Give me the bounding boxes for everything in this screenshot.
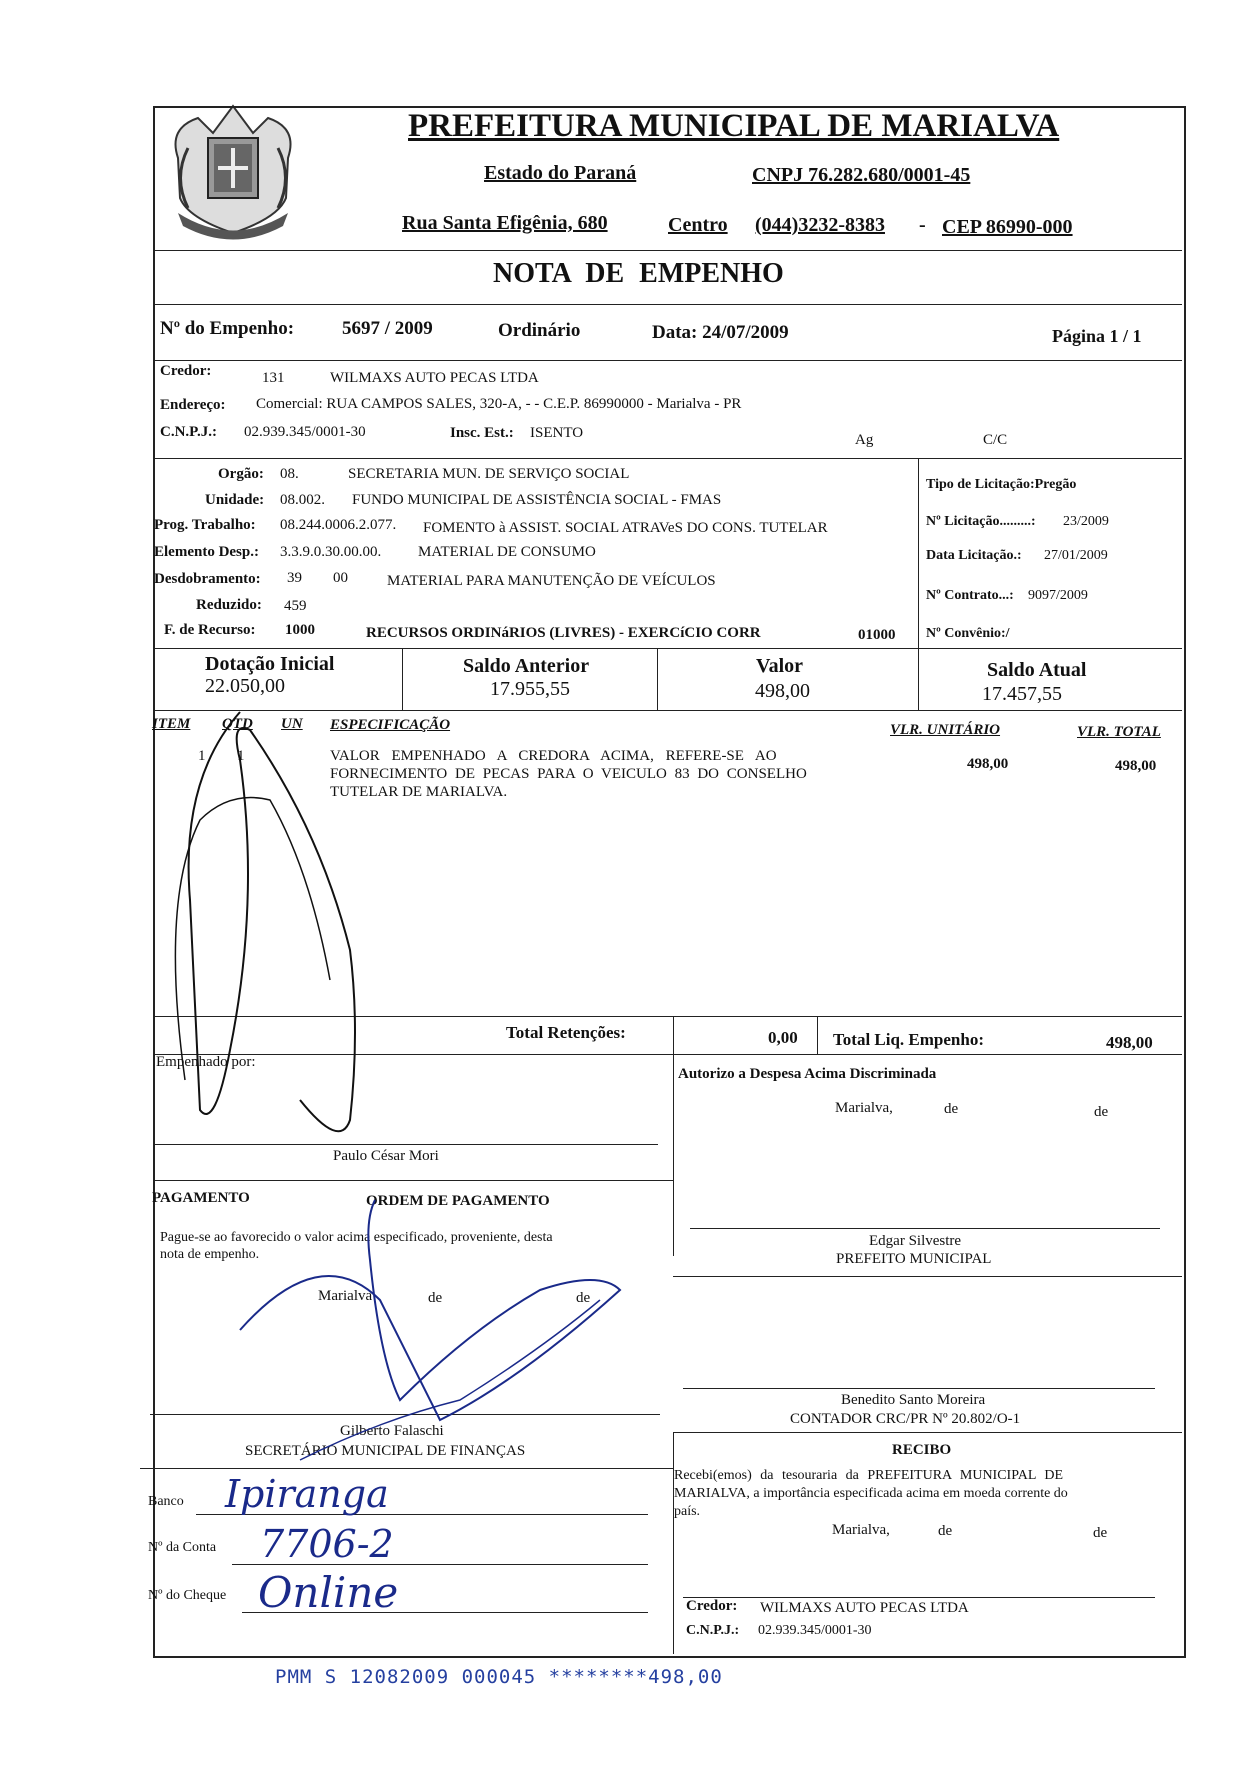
contrato-number: 9097/2009 xyxy=(1028,588,1088,603)
recibo-de2: de xyxy=(1093,1525,1108,1541)
prog-label: Prog. Trabalho: xyxy=(154,517,256,533)
unidade-label: Unidade: xyxy=(205,492,265,508)
validation-stamp: PMM S 12082009 000045 ********498,00 xyxy=(275,1666,723,1688)
cheque-label: Nº do Cheque xyxy=(148,1588,227,1603)
header-street: Rua Santa Efigênia, 680 xyxy=(402,212,608,234)
valor-value: 498,00 xyxy=(755,680,810,702)
credor-code: 131 xyxy=(262,370,285,386)
item-qty: 1 xyxy=(237,748,245,764)
licitacao-number: 23/2009 xyxy=(1063,514,1109,529)
item-spec-line3: TUTELAR DE MARIALVA. xyxy=(330,784,508,800)
recibo-cnpj-label: C.N.P.J.: xyxy=(686,1623,740,1638)
elemento-code: 3.3.9.0.30.00.00. xyxy=(280,544,382,560)
col-especificacao: ESPECIFICAÇÃO xyxy=(330,717,451,733)
saldo-atual-value: 17.457,55 xyxy=(982,683,1062,705)
saldo-anterior-value: 17.955,55 xyxy=(490,678,570,700)
saldo-atual-label: Saldo Atual xyxy=(987,659,1087,681)
credor-insc: ISENTO xyxy=(530,425,584,441)
insc-label: Insc. Est.: xyxy=(450,425,514,441)
licitacao-date: 27/01/2009 xyxy=(1044,548,1108,563)
header-cep: CEP 86990-000 xyxy=(942,216,1073,238)
cnpj-label: C.N.P.J.: xyxy=(160,424,217,440)
recibo-cnpj: 02.939.345/0001-30 xyxy=(758,1623,872,1638)
empenhado-label: Empenhado por: xyxy=(156,1054,256,1070)
retencoes-value: 0,00 xyxy=(768,1028,798,1047)
header-dash: - xyxy=(919,214,926,236)
credor-address: Comercial: RUA CAMPOS SALES, 320-A, - - C.E.P. 86990000 - Marialva - PR xyxy=(256,396,742,412)
pagamento-text-2: nota de empenho. xyxy=(160,1247,260,1262)
elemento-label: Elemento Desp.: xyxy=(154,544,259,560)
col-qtd: QTD xyxy=(222,716,253,732)
recibo-place: Marialva, xyxy=(832,1522,890,1538)
item-spec-line1: VALOR EMPENHADO A CREDORA ACIMA, REFERE-SE AO xyxy=(330,748,777,764)
address-label: Endereço: xyxy=(160,397,226,413)
empenho-label: Nº do Empenho: xyxy=(160,318,295,339)
saldo-anterior-label: Saldo Anterior xyxy=(463,655,590,677)
unidade-code: 08.002. xyxy=(280,492,325,508)
retencoes-label: Total Retenções: xyxy=(506,1023,626,1042)
secretario-name: Gilberto Falaschi xyxy=(340,1423,444,1439)
banco-label: Banco xyxy=(148,1494,184,1509)
licitacao-date-label: Data Licitação.: xyxy=(926,548,1022,563)
contrato-label: Nº Contrato...: xyxy=(926,588,1014,603)
col-vlr-unitario: VLR. UNITÁRIO xyxy=(890,722,1001,738)
recibo-credor-label: Credor: xyxy=(686,1598,738,1614)
pagamento-label: PAGAMENTO xyxy=(152,1190,250,1206)
credor-label: Credor: xyxy=(160,363,212,379)
prog-name: FOMENTO à ASSIST. SOCIAL ATRAVeS DO CONS. TUTELAR xyxy=(423,520,828,536)
item-spec-line2: FORNECIMENTO DE PECAS PARA O VEICULO 83 DO CONSELHO xyxy=(330,766,807,782)
empenho-date: Data: 24/07/2009 xyxy=(652,322,789,343)
liq-label: Total Liq. Empenho: xyxy=(833,1030,984,1049)
recibo-text-1: Recebi(emos) da tesouraria da PREFEITURA MUNICIPAL DE xyxy=(674,1468,1064,1483)
recurso-num: 01000 xyxy=(858,627,896,643)
pagamento-place: Marialva xyxy=(318,1288,373,1304)
dotacao-value: 22.050,00 xyxy=(205,675,285,697)
empenhado-name: Paulo César Mori xyxy=(333,1148,439,1164)
pagamento-text-1: Pague-se ao favorecido o valor acima especificado, proveniente, desta xyxy=(160,1230,553,1245)
credor-name: WILMAXS AUTO PECAS LTDA xyxy=(330,370,539,386)
convenio-label: Nº Convênio:/ xyxy=(926,626,1010,641)
recibo-de1: de xyxy=(938,1523,953,1539)
secretario-role: SECRETÁRIO MUNICIPAL DE FINANÇAS xyxy=(245,1443,526,1459)
orgao-code: 08. xyxy=(280,466,299,482)
contador-role: CONTADOR CRC/PR Nº 20.802/O-1 xyxy=(790,1411,1021,1427)
liq-value: 498,00 xyxy=(1106,1033,1153,1052)
recurso-code: 1000 xyxy=(285,622,315,638)
header-cnpj: CNPJ 76.282.680/0001-45 xyxy=(752,164,971,186)
recurso-name: RECURSOS ORDINáRIOS (LIVRES) - EXERCíCIO CORR xyxy=(366,625,761,641)
prefeito-name: Edgar Silvestre xyxy=(869,1233,962,1249)
item-unit-value: 498,00 xyxy=(967,756,1009,772)
dotacao-label: Dotação Inicial xyxy=(205,653,335,675)
elemento-name: MATERIAL DE CONSUMO xyxy=(418,544,596,560)
valor-label: Valor xyxy=(756,655,804,677)
autorizo-de2: de xyxy=(1094,1104,1109,1120)
col-item: ITEM xyxy=(152,716,191,732)
desdob-label: Desdobramento: xyxy=(154,571,261,587)
pagamento-de2: de xyxy=(576,1290,591,1306)
autorizo-de1: de xyxy=(944,1101,959,1117)
recurso-label: F. de Recurso: xyxy=(164,622,256,638)
recibo-title: RECIBO xyxy=(892,1442,952,1458)
recibo-text-2: MARIALVA, a importância especificada acima em moeda corrente do xyxy=(674,1486,1068,1501)
reduzido-label: Reduzido: xyxy=(196,597,262,613)
desdob-code: 39 xyxy=(287,570,302,586)
state-label: Estado do Paraná xyxy=(484,162,637,184)
contador-name: Benedito Santo Moreira xyxy=(841,1392,986,1408)
conta-handwritten: 7706-2 xyxy=(260,1522,394,1566)
banco-handwritten: Ipiranga xyxy=(225,1472,389,1516)
col-un: UN xyxy=(281,716,303,732)
recibo-credor-name: WILMAXS AUTO PECAS LTDA xyxy=(760,1600,969,1616)
desdob-sub: 00 xyxy=(333,570,348,586)
col-vlr-total: VLR. TOTAL xyxy=(1077,724,1161,740)
page-number: Página 1 / 1 xyxy=(1052,326,1142,346)
empenho-number: 5697 / 2009 xyxy=(342,318,433,339)
document-title: NOTA DE EMPENHO xyxy=(493,258,784,289)
ordem-pagamento-label: ORDEM DE PAGAMENTO xyxy=(366,1193,550,1209)
cc-label: C/C xyxy=(983,432,1008,448)
desdob-name: MATERIAL PARA MANUTENÇÃO DE VEÍCULOS xyxy=(387,573,716,589)
autorizo-place: Marialva, xyxy=(835,1100,893,1116)
pagamento-de1: de xyxy=(428,1290,443,1306)
item-number: 1 xyxy=(198,748,206,764)
recibo-text-3: país. xyxy=(674,1504,701,1519)
autorizo-label: Autorizo a Despesa Acima Discriminada xyxy=(678,1066,937,1082)
prog-code: 08.244.0006.2.077. xyxy=(280,517,397,533)
item-total-value: 498,00 xyxy=(1115,758,1157,774)
header-phone: (044)3232-8383 xyxy=(755,214,885,236)
cheque-handwritten: Online xyxy=(258,1568,399,1617)
unidade-name: FUNDO MUNICIPAL DE ASSISTÊNCIA SOCIAL - FMAS xyxy=(352,492,722,508)
empenho-type: Ordinário xyxy=(498,320,581,341)
header-district: Centro xyxy=(668,214,728,236)
reduzido-value: 459 xyxy=(284,598,307,614)
orgao-name: SECRETARIA MUN. DE SERVIÇO SOCIAL xyxy=(348,466,630,482)
orgao-label: Orgão: xyxy=(218,466,264,482)
ag-label: Ag xyxy=(855,432,874,448)
page-title: PREFEITURA MUNICIPAL DE MARIALVA xyxy=(408,108,1060,144)
tipo-licitacao: Tipo de Licitação:Pregão xyxy=(926,477,1077,492)
credor-cnpj: 02.939.345/0001-30 xyxy=(244,424,366,440)
prefeito-role: PREFEITO MUNICIPAL xyxy=(836,1251,992,1267)
licitacao-number-label: Nº Licitação.........: xyxy=(926,514,1036,529)
conta-label: Nº da Conta xyxy=(148,1540,217,1555)
